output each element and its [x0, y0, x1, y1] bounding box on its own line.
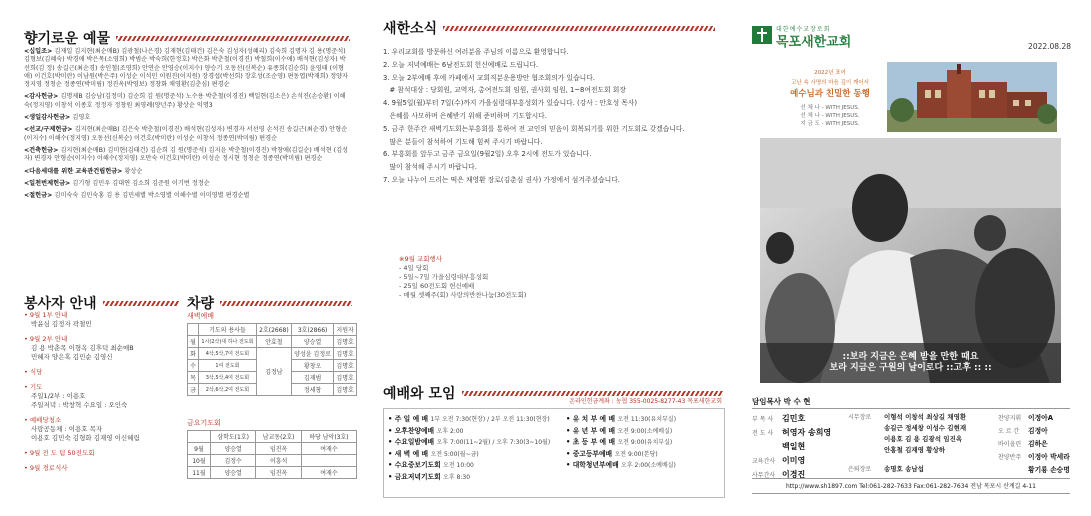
friday-subtitle: 금요기도회	[187, 419, 221, 427]
title-divider	[116, 36, 350, 41]
table-header: 지원자	[334, 324, 357, 336]
worship-time-extra: / 2부 오전 11:30(현장)	[485, 416, 550, 423]
offering-entry	[24, 48, 350, 89]
staff-row	[998, 464, 1088, 477]
worship-time: 오전 5:00(월~금)	[430, 450, 479, 458]
photo-caption-line-1: ::보라 지금은 은혜 받을 만한 때요	[842, 352, 979, 362]
table-cell: 4삭,5삭,7여 전도회	[198, 348, 256, 360]
table-cell: 2삭,6삭,2여 전도회	[198, 384, 256, 396]
worship-row	[388, 472, 568, 484]
elder-line: 이용호 김 용 김광석 임진옥	[884, 435, 963, 443]
staff-name: 허영자 송희영	[782, 428, 832, 437]
event-item: - 4일 당회	[399, 264, 429, 272]
staff-name: 이경진	[782, 470, 806, 479]
service-guide-title: 봉사자 안내	[24, 296, 97, 312]
table-row	[188, 455, 357, 467]
table-cell: 수	[188, 360, 199, 372]
service-item-line: 박윤심 김정자 곽철민	[31, 320, 92, 328]
worship-row	[566, 460, 724, 472]
events-list	[399, 264, 526, 300]
table-row	[188, 431, 357, 443]
table-header: 3호(2866)	[291, 324, 333, 336]
staff-role: 사무간사	[752, 472, 776, 479]
table-header: 2호(2668)	[256, 324, 291, 336]
events-title: ※9월 교회행사	[399, 255, 443, 263]
senior-pastor: 담임목사 박 수 현	[752, 397, 811, 406]
service-item-line: 사랑공동체 : 이용호 목자	[31, 425, 103, 433]
vehicle-title: 차량	[187, 296, 215, 312]
table-cell: 김명호	[334, 348, 357, 360]
staff-name: 백일현	[782, 442, 806, 451]
service-item-line: 주일1/2부 : 이용호	[31, 392, 86, 400]
offering-title-row	[24, 28, 350, 48]
table-cell: 김명호	[334, 384, 357, 396]
worship-name: • 초 등 부 예 배	[566, 438, 618, 446]
worship-row	[566, 449, 724, 461]
worship-row	[388, 449, 568, 461]
news-item: 2. 오늘 저녁예배는 6남전도회 헌신예배로 드립니다.	[383, 60, 539, 69]
cover-panel	[730, 0, 1091, 516]
divider	[752, 408, 1070, 409]
offering-label: <생일감사헌금>	[24, 114, 73, 122]
table-cell: 여재수	[301, 443, 356, 455]
news-title-row	[383, 18, 715, 38]
offering-label: <선교/구제헌금>	[24, 126, 75, 134]
table-cell: 김정수	[210, 455, 256, 467]
worship-box	[383, 408, 725, 498]
table-cell	[301, 455, 356, 467]
left-panel	[0, 0, 365, 516]
elders-list	[884, 412, 966, 456]
staff-role: 교육간사	[752, 458, 776, 465]
table-cell: 임진옥	[256, 467, 302, 479]
staff-row	[998, 412, 1088, 425]
staff-role: 바이올린	[998, 441, 1022, 448]
table-cell: 1여 전도회	[198, 360, 256, 372]
news-item: 많은 분들이 참석하여 기도해 힘써 주시기 바랍니다.	[383, 137, 543, 146]
table-cell: 김명호	[334, 372, 357, 384]
worship-time: 오전 10:00	[443, 462, 474, 469]
elder-line: 안홍철 김재영 황상하	[884, 446, 946, 454]
event-item: - 5일~7일 가을심령대부흥성회	[399, 273, 489, 281]
offering-names: 황상순	[124, 167, 143, 175]
service-item-head: • 9월 2부 안내	[24, 335, 68, 343]
offering-names: 김미숙숙 김민숙홍 김 용 김민세별 박소영별 이해수별 이미영별 편경순별	[54, 192, 250, 200]
worship-name: • 중고등부예배	[566, 449, 615, 458]
staff-row	[998, 425, 1088, 438]
staff-name: 이정아A	[1028, 414, 1053, 422]
service-item-head: • 기도	[24, 383, 43, 391]
staff-row	[752, 440, 852, 454]
retired-elders: 송명호 송남섭	[884, 465, 924, 473]
worship-time: 오전 9:00(소예배실)	[617, 427, 673, 435]
worship-row	[566, 426, 724, 438]
slogan-box	[770, 68, 890, 127]
table-row	[188, 336, 357, 348]
service-item-line: 김 용 박춘목 이형옥 김후덕 최순매B	[31, 344, 134, 352]
staff-row	[998, 438, 1088, 451]
staff-name: 이정아 박세라	[1028, 453, 1070, 461]
offering-label: <감사헌금>	[24, 93, 61, 101]
worship-left-list	[388, 414, 568, 483]
table-cell: 양성윤 김정로	[291, 348, 333, 360]
photo-caption	[760, 352, 1061, 374]
service-list	[24, 311, 184, 479]
table-cell: 1시(2삭)대 하나 전도회	[198, 336, 256, 348]
table-header: 남교동(2호)	[256, 431, 302, 443]
cover-photo	[760, 138, 1061, 383]
table-cell: 양승열	[291, 336, 333, 348]
elder-line: 이형석 이창석 최상길 채영환	[884, 413, 967, 421]
worship-name: • 주 일 예 배	[388, 415, 431, 423]
service-item	[24, 416, 184, 443]
worship-name: • 유 치 부 예 배	[566, 415, 618, 423]
dawn-vehicle-table	[187, 323, 357, 396]
staff-row	[752, 412, 852, 426]
worship-row	[388, 460, 568, 472]
service-item	[24, 311, 184, 329]
worship-name: • 금요저녁기도회	[388, 472, 444, 481]
offering-names: 김지현(최순매B) 김은숙 박춘철(이경진) 배석현(김성자) 변경자 서선영 손석진 송길근(최순경) 안형순(이지수) 이해수(정지영) 오동선(신복순) 이건호(박미란) 이성순 이창석 정종연(박미림) 편경순	[24, 126, 348, 142]
worship-time: 오후 2:00	[436, 427, 464, 435]
table-cell: 11월	[188, 467, 211, 479]
service-item-head: • 9월 경로식사	[24, 464, 68, 472]
bulletin-date: 2022.08.28	[1028, 42, 1071, 51]
service-item	[24, 368, 184, 377]
elder-line: 송길근 정세창 이성수 김현재	[884, 424, 967, 432]
event-item: - 매월 셋째주(회) 사랑의반찬나눔(30전도회)	[399, 291, 527, 299]
offering-label: <절헌금>	[24, 192, 55, 200]
table-header	[188, 431, 211, 443]
news-item: 6. 부흥회를 앞두고 금주 금요일(9월2일) 오후 2시에 전도가 있습니다.	[383, 150, 592, 159]
table-cell: 3삭,5삭,4여 전도회	[198, 372, 256, 384]
elders-label: 시무장로	[848, 414, 872, 421]
church-name: 목포새한교회	[776, 35, 852, 50]
news-item: 7. 오늘 나누어 드리는 떡은 채영환 장로(김춘심 권사) 가정에서 섬겨주셨습니다.	[383, 175, 620, 184]
offering-names: 김영호	[72, 114, 91, 122]
news-item: 5. 금주 한주간 새벽기도회는부흥회를 통하여 전 교인의 믿음이 회복되기를 위한 기도회로 갖겠습니다.	[383, 124, 685, 133]
staff-role: 전 도 사	[752, 430, 774, 437]
news-item: 1. 우리교회를 방문하신 여러분을 주님의 이름으로 환영합니다.	[383, 48, 569, 56]
title-divider	[220, 301, 352, 306]
worship-title: 예배와 모임	[383, 386, 456, 402]
retired-label: 은퇴장로	[848, 466, 872, 473]
worship-row	[388, 426, 568, 438]
church-building-photo	[887, 62, 1057, 132]
staff-name: 김민호	[782, 414, 806, 423]
title-divider	[443, 26, 715, 31]
service-item-line: 이용호 김민숙 김형화 김재영 이신혜림	[31, 434, 140, 442]
worship-time: 오후 8:30	[443, 473, 471, 481]
offering-label: <일천번제헌금>	[24, 179, 73, 187]
contact-footer: http://www.sh1897.com Tel:061-282-7633 Fax:061-282-7634 전남 목포시 산계길 4-11	[752, 478, 1070, 494]
worship-row	[566, 414, 724, 426]
staff-role: 부 목 사	[752, 416, 774, 423]
table-row	[188, 467, 357, 479]
offering-entry	[24, 180, 350, 188]
slogan-line-3: 선 체 나 - WITH JESUS.	[800, 105, 860, 111]
staff-left-list	[752, 412, 852, 482]
worship-name: • 오후찬양예배	[388, 426, 437, 435]
offering-entry	[24, 114, 350, 122]
service-title-row	[24, 293, 179, 313]
dawn-subtitle: 새벽예배	[187, 312, 215, 320]
service-item-head: • 예배당청소	[24, 416, 62, 424]
denomination: 대한예수교장로회	[776, 26, 831, 33]
news-item: 4. 9월5일(월)부터 7일(수)까지 가을심령대부흥성회가 있습니다. (강사 : 안호성 목사)	[383, 99, 638, 108]
table-cell: 임진옥	[256, 443, 302, 455]
offering-names: 김명제B 김승남(김정미) 김순희 김 원(명준석) 노수용 박춘철(이경진) 백일현(김소은) 손석진(손승환) 이해숙(정지영) 이창석 이종호 정정자 정창원 최영례(양년주) 황상순 익명3	[24, 93, 346, 109]
table-header: 하당 남악(3호)	[301, 431, 356, 443]
table-cell: 양승열	[210, 443, 256, 455]
staff-right-list	[998, 412, 1088, 477]
worship-name: • 수요일밤예배	[388, 438, 437, 446]
news-item: 은혜를 사모하며 은혜받기 위해 준비하며 기도합시다.	[383, 111, 547, 120]
staff-role: 찬양반주	[998, 454, 1022, 461]
worship-time: 오후 2:00(소예배실)	[621, 462, 676, 469]
news-item: 많이 참석해 주시기 바랍니다.	[383, 163, 477, 172]
table-cell: 황창오	[291, 360, 333, 372]
worship-name: • 수요중보기도회	[388, 461, 444, 469]
online-account: 온라인헌금계좌 : 농협 355-0025-8277-43 목포새한교회	[569, 398, 722, 405]
friday-vehicle-table	[187, 430, 357, 479]
service-item-line: 민혜자 양은혹 김민순 김영신	[31, 353, 113, 361]
worship-name: • 유 년 부 예 배	[566, 426, 618, 435]
worship-row	[388, 414, 568, 426]
table-cell: 이흥석	[256, 455, 302, 467]
service-item-head: • 식당	[24, 368, 43, 376]
worship-right-list	[566, 414, 724, 472]
staff-row	[752, 426, 852, 440]
service-item	[24, 335, 184, 362]
news-item: 3. 오늘 2부예배 후에 카페에서 교회직분운용방안 협조회의가 있습니다.	[383, 73, 595, 82]
news-list	[383, 46, 723, 187]
table-cell: 10월	[188, 455, 211, 467]
table-cell: 화	[188, 348, 199, 360]
staff-role: 찬양지휘	[998, 415, 1022, 422]
staff-role: 오 르 간	[998, 428, 1020, 435]
worship-time: 오전 9:00(유치부실)	[617, 439, 673, 446]
service-item	[24, 449, 184, 458]
offering-entry	[24, 93, 350, 110]
slogan-line-5: 지 금 도 - WITH JESUS.	[800, 121, 860, 127]
worship-time: 오전 11:30(유치부실)	[617, 416, 677, 423]
offering-entry	[24, 126, 350, 143]
service-item-line: 주일저녁 : 박창혁 수요일 : 오인숙	[31, 401, 128, 409]
news-item: # 참석대상 : 당회원, 교역자, 총여전도회 임원, 권사회 임원, 1~8여전도회 회장	[383, 86, 626, 95]
staff-row	[752, 454, 852, 468]
table-cell: 금	[188, 384, 199, 396]
table-cell: 김재범	[291, 372, 333, 384]
table-row	[188, 348, 357, 360]
service-item	[24, 383, 184, 410]
table-cell: 안효철	[256, 336, 291, 348]
title-divider	[103, 301, 180, 306]
photo-caption-line-2: 보라 지금은 구원의 날이로다 ::고후 :: ::	[829, 363, 992, 373]
worship-time: 오전 9:00(본당)	[614, 450, 658, 458]
worship-name: • 대학청년부예배	[566, 461, 622, 469]
table-cell: 월	[188, 336, 199, 348]
news-title: 새한소식	[383, 21, 438, 37]
table-cell: 김명호	[334, 336, 357, 348]
table-cell: 목	[188, 372, 199, 384]
service-item-head: • 9월 1부 안내	[24, 311, 68, 319]
table-row	[188, 324, 357, 336]
offering-entry	[24, 147, 350, 164]
title-divider	[462, 391, 724, 396]
service-item-head: • 9월 전 도 팀 50전도회	[24, 449, 95, 457]
table-cell: 9월	[188, 443, 211, 455]
worship-row	[388, 437, 568, 449]
staff-name: 김하은	[1028, 440, 1048, 448]
slogan-line-4: 선 체 나 - WITH JESUS.	[800, 113, 860, 119]
offering-entry	[24, 168, 350, 176]
table-row	[188, 443, 357, 455]
table-cell: 정세창	[291, 384, 333, 396]
table-cell	[188, 324, 199, 336]
staff-row	[998, 451, 1088, 464]
table-header: 기도의 용사들	[198, 324, 256, 336]
table-header: 삼학도(1호)	[210, 431, 256, 443]
table-cell: 양승열	[210, 467, 256, 479]
offering-label: <건축헌금>	[24, 146, 61, 154]
events-box	[399, 255, 526, 300]
vehicle-title-row	[187, 293, 352, 313]
offering-names: 김지현(최순매B) 김미현(김태건) 김순희 김 원(명준석) 김지윤 박춘철(이경진) 박창애(김길순) 배석현 (김성자) 변경자 안형순(이지수) 이해수(정지영) 오만숙 이건호(박미란) 이성순 정시현 정청순 정종연(박미림) 편경순	[24, 146, 349, 163]
slogan-line-2: 예수님과 친밀한 동행	[790, 89, 870, 99]
offering-list	[24, 48, 350, 204]
worship-time: 오후 7:00(11~2월)	[436, 439, 491, 446]
offering-entry	[24, 192, 350, 200]
worship-time-extra: / 오후 7:30(3~10월)	[490, 439, 551, 446]
table-cell: 김명호	[334, 360, 357, 372]
worship-name: • 새 벽 예 배	[388, 449, 431, 458]
offering-label: <십일조>	[24, 48, 55, 55]
slogan-year: 2022년 표어	[814, 70, 846, 76]
worship-row	[566, 437, 724, 449]
table-cell: 여재수	[301, 467, 356, 479]
slogan-line-1: 고난 속 사명의 마음 깊이 깨어서	[791, 80, 869, 86]
worship-time: 1부 오전 7:30(현장)	[430, 416, 486, 423]
offering-names: 김기형 김민우 김대연 김소희 김준원 이기번 정정순	[72, 179, 210, 187]
staff-name: 김정아	[1028, 427, 1048, 435]
table-cell: 김정남	[256, 348, 291, 396]
staff-name: 이미영	[782, 456, 806, 465]
church-logo-icon	[752, 26, 772, 44]
offering-names: 김재일 김지현(최순매B) 김광철(나은경) 김재현(김태건) 김은숙 김성자(성혜리) 김숙희 김명자 김 용(명준석) 김형보(김혜숙) 박경애 박은목(소영희) 박범순 박숙희(한정호) 박은화 박춘철(이경진) 박철희(이수애) 배석현(김성자) 박선희(김 정) 송길근(최순경) 송인철(조영희) 안연순 안영승(이지수) 양승기 오동선(신복순) 유종희(김순희) 윤영태 (이형애) 이건호(박미란) 이남원(박은주) 이성순 이석민 이원진(이지원) 장경섭(박선희) 장호성(조순영) 편동엽(박재희) 정양자 정지영 정청순 정종연(박미림) 정진옥(박영보) 정창화 채영환(김춘심) 편경순	[24, 48, 349, 89]
event-item: - 25일 60전도회 헌신예배	[399, 282, 475, 290]
staff-name: 황기룡 손승명	[1028, 466, 1070, 474]
offering-label: <다음세대를 위한 교육관건립헌금>	[24, 167, 125, 175]
offering-title: 향기로운 예물	[24, 31, 111, 47]
middle-panel	[365, 0, 730, 516]
service-item	[24, 464, 184, 473]
